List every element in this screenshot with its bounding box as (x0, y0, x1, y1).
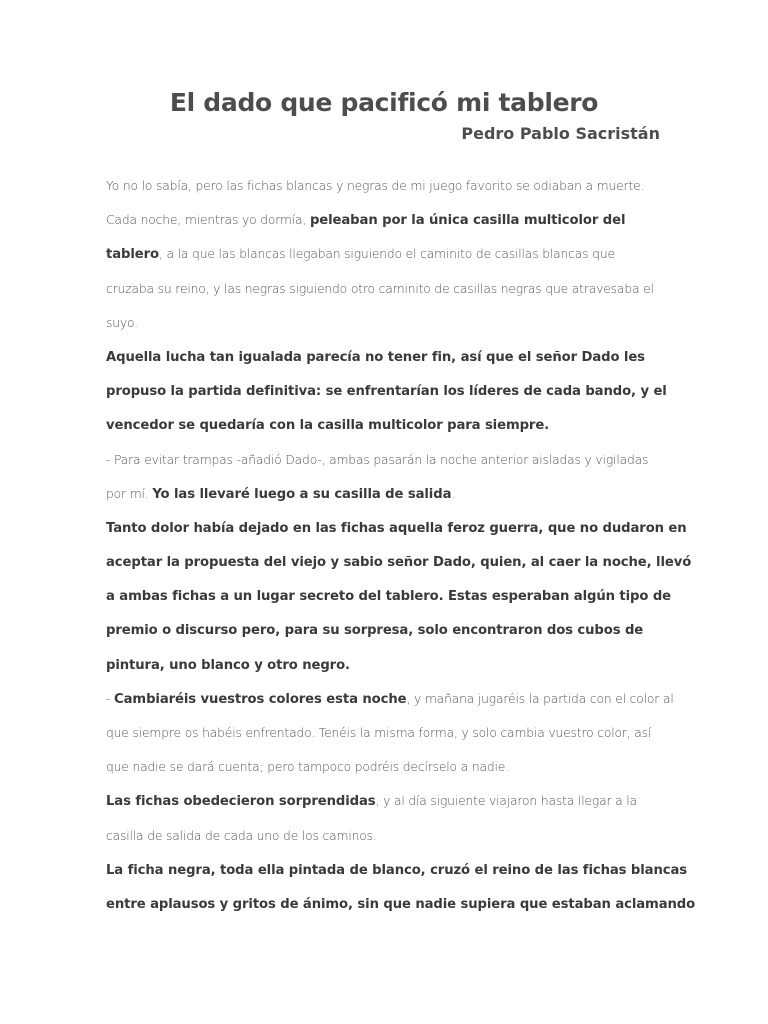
text-line (106, 818, 666, 852)
text-segment: por mí. (106, 486, 153, 501)
text-segment: Cada noche, mientras yo dormía, (106, 213, 310, 228)
text-segment: , y mañana jugaréis la partida con el color al (406, 691, 674, 706)
bold-text-segment: peleaban por la única casilla multicolor del (309, 213, 626, 229)
bold-text-segment: Las fichas obedecieron sorprendidas (106, 794, 376, 810)
text-segment: , y al día siguiente viajaron hasta llegar a la (375, 794, 637, 809)
text-line (106, 442, 666, 476)
text-line (106, 168, 666, 202)
bold-text-segment: tablero (106, 247, 159, 263)
bold-text-segment: pintura, uno blanco y otro negro. (106, 657, 350, 673)
bold-text-segment: Tanto dolor había dejado en las fichas aquella feroz guerra, que no dudaron en (106, 520, 687, 536)
bold-text-segment: aceptar la propuesta del viejo y sabio señor Dado, quien, al caer la noche, llevó (106, 555, 692, 571)
text-line (106, 852, 688, 886)
document-title: El dado que pacificó mi tablero (169, 88, 599, 117)
text-line (106, 783, 666, 817)
bold-text-segment: La ficha negra, toda ella pintada de blanco, cruzó el reino de las fichas blancas (106, 862, 688, 878)
text-segment: casilla de salida de cada uno de los caminos. (106, 828, 377, 843)
text-line (106, 236, 666, 270)
text-segment: suyo. (106, 315, 138, 330)
text-line (106, 544, 692, 578)
text-line (106, 578, 672, 612)
text-line (106, 202, 666, 236)
bold-text-segment: Yo las llevaré luego a su casilla de salida (152, 486, 452, 502)
text-segment: Yo no lo sabía, pero las fichas blancas y negras de mi juego favorito se odiaban a muerte. (106, 179, 645, 193)
text-line (106, 612, 666, 646)
text-segment: que siempre os habéis enfrentado. Tenéis la misma forma, y solo cambia vuestro color, así (106, 726, 652, 740)
bold-text-segment: entre aplausos y gritos de ánimo, sin que nadie supiera que estaban aclamando (106, 896, 696, 912)
text-line (106, 647, 666, 681)
text-line (106, 510, 687, 544)
text-segment: cruzaba su reino, y las negras siguiendo otro caminito de casillas negras que atravesaba el (106, 281, 654, 296)
text-segment: . (451, 486, 456, 501)
bold-text-segment: propuso la partida definitiva: se enfrentarían los líderes de cada bando, y el (106, 384, 667, 400)
text-segment: - Para evitar trampas -añadió Dado-, ambas pasarán la noche anterior aisladas y vigiladas (106, 452, 649, 467)
text-line (106, 339, 666, 373)
text-line (106, 681, 674, 715)
bold-text-segment: Aquella lucha tan igualada parecía no tener fin, así que el señor Dado les (106, 349, 645, 365)
text-segment: que nadie se dará cuenta; pero tampoco podréis decírselo a nadie. (106, 760, 509, 775)
story-body (106, 168, 696, 920)
bold-text-segment: vencedor se quedaría con la casilla multicolor para siempre. (106, 418, 550, 434)
text-line (106, 373, 666, 407)
text-line (106, 886, 696, 920)
text-segment: - (106, 691, 115, 706)
text-segment: , a la que las blancas llegaban siguiendo el caminito de casillas blancas que (158, 247, 615, 262)
text-line (106, 749, 666, 783)
text-line (106, 476, 666, 510)
bold-text-segment: a ambas fichas a un lugar secreto del tablero. Estas esperaban algún tipo de (106, 589, 672, 605)
bold-text-segment: premio o discurso pero, para su sorpresa, solo encontraron dos cubos de (106, 623, 644, 639)
bold-text-segment: Cambiaréis vuestros colores esta noche (114, 691, 407, 707)
text-line (106, 407, 666, 441)
text-line (106, 305, 666, 339)
document-author: Pedro Pablo Sacristán (461, 124, 660, 143)
text-line (106, 271, 666, 305)
text-line (106, 715, 666, 749)
